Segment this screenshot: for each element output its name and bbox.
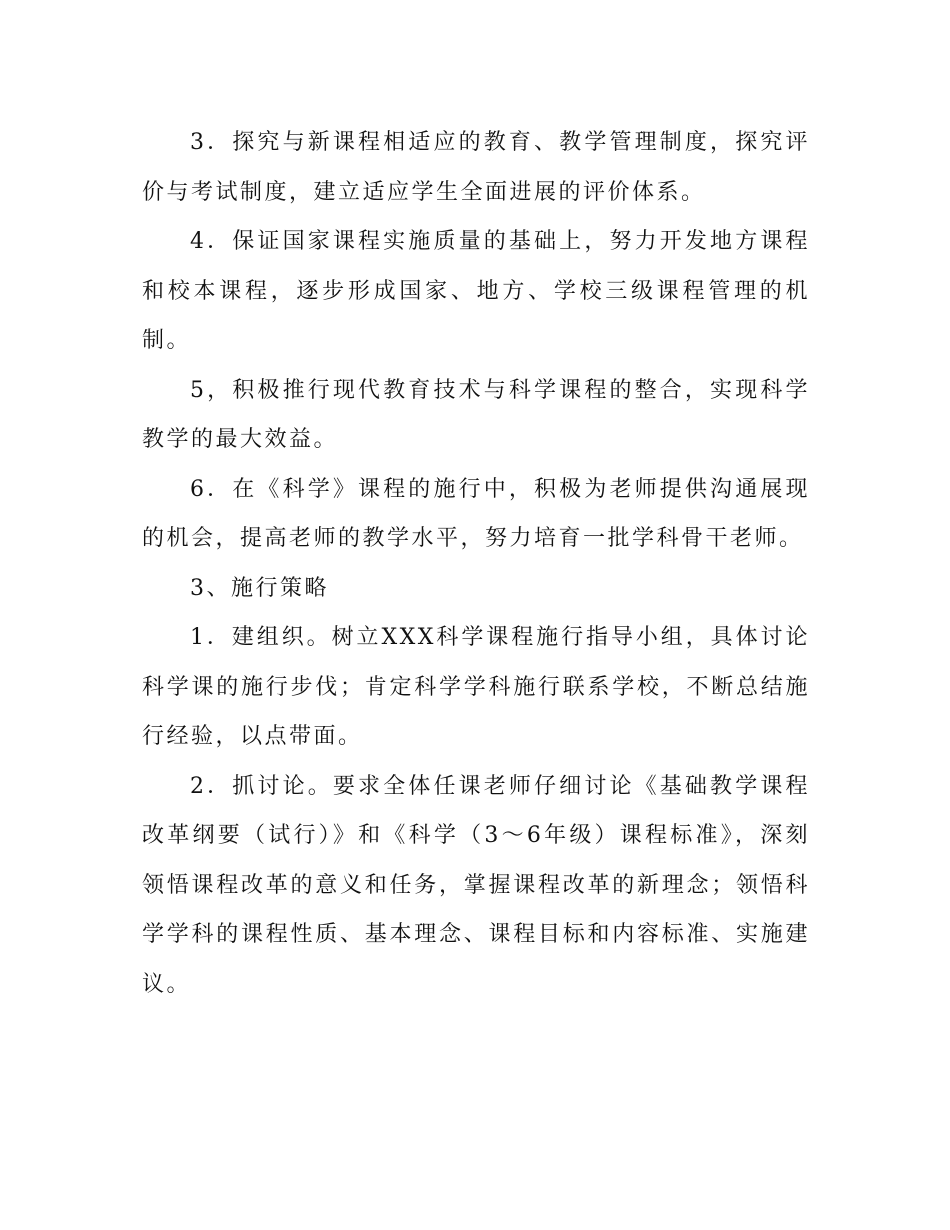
paragraph-item-6: 6．在《科学》课程的施行中，积极为老师提供沟通展现的机会，提高老师的教学水平，努力培育一批学科骨干老师。 [142, 476, 810, 551]
section-heading: 3、施行策略 [190, 575, 329, 601]
paragraph-item-3: 3．探究与新课程相适应的教育、教学管理制度，探究评价与考试制度，建立适应学生全面进展的评价体系。 [142, 130, 810, 205]
document-body [142, 118, 810, 1009]
strategy-item-2: 2．抓讨论。要求全体任课老师仔细讨论《基础教学课程改革纲要（试行）》和《科学（3～6年级）课程标准》，深刻领悟课程改革的意义和任务，掌握课程改革的新理念；领悟科学学科的课程性质、基本理念、课程目标和内容标准、实施建议。 [142, 773, 810, 997]
strategy-item-1: 1．建组织。树立XXX科学课程施行指导小组，具体讨论科学课的施行步伐；肯定科学学科施行联系学校，不断总结施行经验，以点带面。 [142, 625, 810, 749]
paragraph-item-4: 4．保证国家课程实施质量的基础上，努力开发地方课程和校本课程，逐步形成国家、地方、学校三级课程管理的机制。 [142, 229, 810, 353]
paragraph-item-5: 5，积极推行现代教育技术与科学课程的整合，实现科学教学的最大效益。 [142, 377, 810, 452]
